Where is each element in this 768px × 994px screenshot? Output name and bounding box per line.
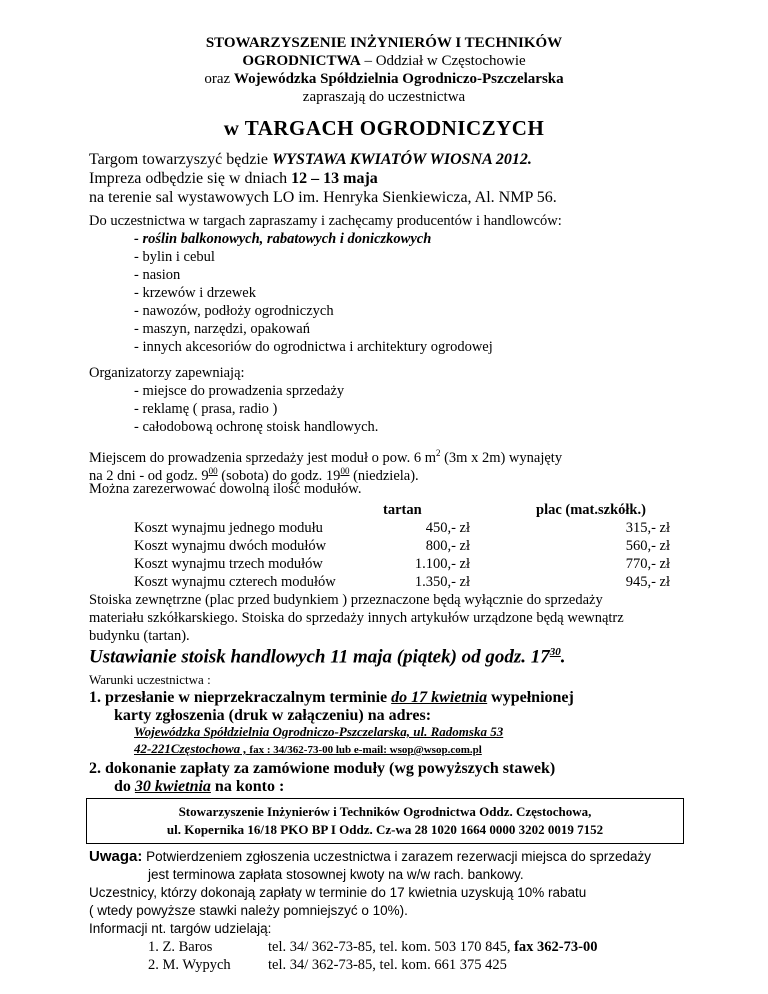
header-line-2 [0, 52, 768, 71]
intro-line-1 [89, 150, 532, 169]
note-uwaga-text: Potwierdzeniem zgłoszenia uczestnictwa i zarazem rezerwacji miejsca do sprzedaży [142, 849, 652, 864]
setup-end: . [560, 646, 566, 668]
condition-2-deadline: 30 kwietnia [134, 778, 211, 795]
module-dimensions: (3m x 2m) wynajęty [440, 449, 563, 466]
condition-2: 2. dokonanie zapłaty za zamówione moduły (wg powyższych stawek) [89, 760, 556, 777]
condition-1-address-2 [134, 740, 482, 759]
invite-item: - innych akcesoriów do ogrodnictwa i architektury ogrodowej [134, 339, 493, 355]
header-line-4: zapraszają do uczestnictwa [302, 89, 466, 105]
contact-fax: fax 362-73-00 [514, 939, 598, 955]
header-line-1: STOWARZYSZENIE INŻYNIERÓW I TECHNIKÓW [205, 35, 563, 51]
event-dates: 12 – 13 maja [291, 170, 378, 187]
module-line-3: Można zarezerwować dowolną ilość modułów. [89, 481, 362, 497]
intro-dates-label: Impreza odbędzie się w dniach [89, 170, 292, 187]
condition-1 [89, 688, 574, 707]
price-tartan: 1.100,- zł [414, 556, 470, 572]
price-tartan: 450,- zł [425, 520, 470, 536]
account-number: ul. Kopernika 16/18 PKO BP I Oddz. Cz-wa 28 1020 1664 0000 3202 0019 7152 [166, 822, 604, 837]
note-uwaga [89, 848, 651, 867]
condition-1-deadline: do 17 kwietnia [391, 689, 488, 706]
condition-1-line-2: karty zgłoszenia (druk w załączeniu) na adres: [114, 707, 432, 724]
header-line-3 [0, 70, 768, 89]
condition-1-text-end: wypełnionej [487, 689, 574, 706]
intro-line-2 [89, 169, 378, 188]
module-time-from: na 2 dni - od godz. 9 [89, 467, 209, 484]
contact-phone: tel. 34/ 362-73-85, tel. kom. 661 375 425 [268, 957, 507, 973]
conditions-lead: Warunki uczestnictwa : [89, 672, 211, 687]
invite-item: - krzewów i drzewek [134, 285, 256, 301]
stands-line-2: materiału szkółkarskiego. Stoiska do sprzedaży innych artykułów urządzone będą wewnątrz [89, 610, 624, 626]
condition-2-line-2 [114, 777, 284, 796]
condition-2-to: do [114, 778, 135, 795]
setup-text: Ustawianie stoisk handlowych 11 maja (piątek) od godz. 17 [89, 646, 550, 668]
header-and: oraz [204, 71, 234, 87]
module-time-sup-2: 00 [340, 466, 350, 476]
module-time-sup-1: 00 [208, 466, 218, 476]
info-lead: Informacji nt. targów udzielają: [89, 921, 272, 936]
module-time-to: (sobota) do godz. 19 [217, 467, 341, 484]
condition-2-account-label: na konto : [210, 778, 285, 795]
setup-time-sup: 30 [549, 646, 561, 658]
invite-lead: Do uczestnictwa w targach zapraszamy i zachęcamy producentów i handlowców: [89, 213, 562, 229]
price-tartan: 800,- zł [425, 538, 470, 554]
contact-phone-text: tel. 34/ 362-73-85, tel. kom. 503 170 845, [268, 939, 515, 955]
note-discount-2: ( wtedy powyższe stawki należy pomniejszyć o 10%). [89, 903, 408, 918]
module-area-text: Miejscem do prowadzenia sprzedaży jest moduł o pow. 6 m [89, 449, 436, 466]
price-plac: 560,- zł [625, 538, 670, 554]
invite-item: - nasion [134, 267, 181, 283]
organizers-lead: Organizatorzy zapewniają: [89, 365, 245, 381]
organizers-item: - całodobową ochronę stoisk handlowych. [134, 419, 379, 435]
price-row-label: Koszt wynajmu dwóch modułów [134, 538, 327, 554]
price-row-label: Koszt wynajmu jednego modułu [134, 520, 323, 536]
organizers-item: - miejsce do prowadzenia sprzedaży [134, 383, 345, 399]
header-cooperative: Wojewódzka Spółdzielnia Ogrodniczo-Pszczelarska [233, 71, 564, 87]
condition-1-text: 1. przesłanie w nieprzekraczalnym terminie [89, 689, 392, 706]
invite-item: - nawozów, podłoży ogrodniczych [134, 303, 334, 319]
price-col-header-plac: plac (mat.szkółk.) [536, 502, 646, 518]
address-city: 42-221Częstochowa , [134, 741, 247, 756]
header-branch: – Oddział w Częstochowie [360, 53, 526, 69]
module-area-sup: 2 [435, 448, 441, 458]
setup-date [89, 646, 566, 668]
page-title: w TARGACH OGRODNICZYCH [223, 116, 545, 140]
bank-account-box [86, 798, 684, 844]
invite-item: - maszyn, narzędzi, opakowań [134, 321, 310, 337]
price-tartan: 1.350,- zł [414, 574, 470, 590]
contact-phone [268, 938, 597, 956]
price-plac: 770,- zł [625, 556, 670, 572]
condition-1-address-1: Wojewódzka Spółdzielnia Ogrodniczo-Pszczelarska, ul. Radomska 53 [134, 724, 504, 739]
price-row-label: Koszt wynajmu czterech modułów [134, 574, 336, 590]
note-discount-1: Uczestnicy, którzy dokonają zapłaty w terminie do 17 kwietnia uzyskują 10% rabatu [89, 885, 587, 900]
contact-name: 1. Z. Baros [148, 939, 213, 955]
price-plac: 315,- zł [625, 520, 670, 536]
stands-line-1: Stoiska zewnętrzne (plac przed budynkiem ) przeznaczone będą wyłącznie do sprzedaży [89, 592, 603, 608]
invite-item: - roślin balkonowych, rabatowych i doniczkowych [134, 231, 432, 247]
intro-accompany: Targom towarzyszyć będzie [89, 151, 272, 168]
intro-venue: na terenie sal wystawowych LO im. Henryka Sienkiewicza, Al. NMP 56. [89, 189, 557, 206]
organizers-item: - reklamę ( prasa, radio ) [134, 401, 278, 417]
price-col-header-tartan: tartan [383, 502, 422, 518]
exhibition-name: WYSTAWA KWIATÓW WIOSNA 2012. [271, 151, 532, 168]
price-row-label: Koszt wynajmu trzech modułów [134, 556, 323, 572]
contact-name: 2. M. Wypych [148, 957, 231, 973]
header-org-name: OGRODNICTWA [242, 53, 361, 69]
address-fax-email: fax : 34/362-73-00 lub e-mail: wsop@wsop.com.pl [246, 744, 482, 756]
price-plac: 945,- zł [625, 574, 670, 590]
stands-line-3: budynku (tartan). [89, 628, 190, 644]
invite-item: - bylin i cebul [134, 249, 215, 265]
account-holder: Stowarzyszenie Inżynierów i Techników Ogrodnictwa Oddz. Częstochowa, [178, 804, 592, 819]
note-uwaga-line-2: jest terminowa zapłata stosownej kwoty na w/w rach. bankowy. [148, 867, 524, 882]
note-uwaga-label: Uwaga: [89, 848, 143, 865]
module-time-end: (niedziela). [349, 467, 419, 484]
